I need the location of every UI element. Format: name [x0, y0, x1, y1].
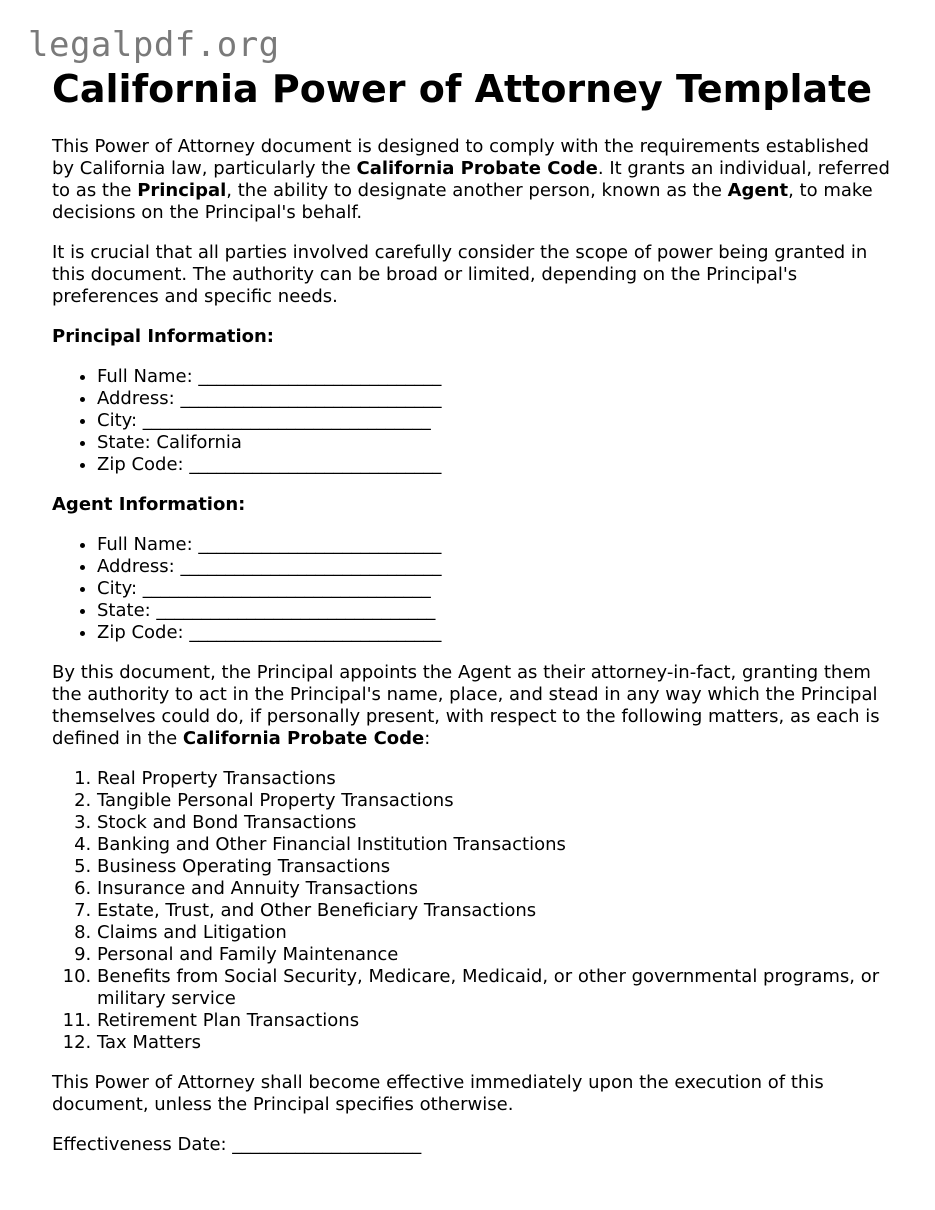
matters-list	[52, 768, 892, 1054]
matter-item: 3. Stock and Bond Transactions	[97, 812, 892, 834]
document-body	[52, 68, 892, 1156]
matter-item: 6. Insurance and Annuity Transactions	[97, 878, 892, 900]
appointment-code-term: California Probate Code	[182, 728, 425, 749]
matter-item: 7. Estate, Trust, and Other Beneficiary Transactions	[97, 900, 892, 922]
appointment-paragraph	[52, 662, 892, 750]
matter-item: 8. Claims and Litigation	[97, 922, 892, 944]
matter-item: 11. Retirement Plan Transactions	[97, 1010, 892, 1032]
agent-city-field[interactable]: • City: ________________________________	[97, 578, 892, 600]
effectiveness-date-field[interactable]: Effectiveness Date: _____________________	[52, 1134, 422, 1155]
agent-full-name-field[interactable]: • Full Name: ___________________________	[97, 534, 892, 556]
agent-zip-field[interactable]: • Zip Code: ____________________________	[97, 622, 892, 644]
agent-address-field[interactable]: • Address: _____________________________	[97, 556, 892, 578]
intro-paragraph	[52, 136, 892, 224]
matter-item: 4. Banking and Other Financial Institution Transactions	[97, 834, 892, 856]
watermark: legalpdf.org	[28, 25, 280, 65]
matter-item: 10. Benefits from Social Security, Medicare, Medicaid, or other governmental programs, or military service	[97, 966, 892, 1010]
agent-state-field[interactable]: • State: _______________________________	[97, 600, 892, 622]
principal-address-field[interactable]: • Address: _____________________________	[97, 388, 892, 410]
agent-info-heading: Agent Information:	[52, 494, 246, 515]
intro-text-2: . It grants an individual, referred to as the	[52, 158, 890, 201]
matter-item: 12. Tax Matters	[97, 1032, 892, 1054]
effective-paragraph: This Power of Attorney shall become effective immediately upon the execution of this document, unless the Principal specifies otherwise.	[52, 1072, 824, 1115]
principal-zip-field[interactable]: • Zip Code: ____________________________	[97, 454, 892, 476]
matter-item: 1. Real Property Transactions	[97, 768, 892, 790]
matter-item: 9. Personal and Family Maintenance	[97, 944, 892, 966]
appointment-text-2: :	[424, 728, 431, 749]
principal-state-field: • State: California	[97, 432, 892, 454]
agent-info-list	[52, 534, 892, 644]
principal-city-field[interactable]: • City: ________________________________	[97, 410, 892, 432]
intro-text-4: , to make decisions on the Principal's behalf.	[52, 180, 873, 223]
intro-principal-term: Principal	[137, 180, 227, 201]
intro-code-term: California Probate Code	[356, 158, 598, 179]
document-title: California Power of Attorney Template	[52, 67, 873, 111]
matter-item: 2. Tangible Personal Property Transactions	[97, 790, 892, 812]
appointment-text-1: By this document, the Principal appoints the Agent as their attorney-in-fact, granting them the authority to act in the Principal's name, place, and stead in any way which the Principal themselves could do, if personally present, with respect to the following matters, as each is defined in the	[52, 662, 880, 749]
scope-paragraph: It is crucial that all parties involved carefully consider the scope of power being granted in this document. The authority can be broad or limited, depending on the Principal's preferences and specific needs.	[52, 242, 868, 307]
intro-text-1: This Power of Attorney document is designed to comply with the requirements established by California law, particularly the	[52, 136, 869, 179]
intro-agent-term: Agent	[727, 180, 789, 201]
matter-item: 5. Business Operating Transactions	[97, 856, 892, 878]
intro-text-3: , the ability to designate another person, known as the	[226, 180, 728, 201]
principal-info-list	[52, 366, 892, 476]
principal-info-heading: Principal Information:	[52, 326, 275, 347]
principal-full-name-field[interactable]: • Full Name: ___________________________	[97, 366, 892, 388]
